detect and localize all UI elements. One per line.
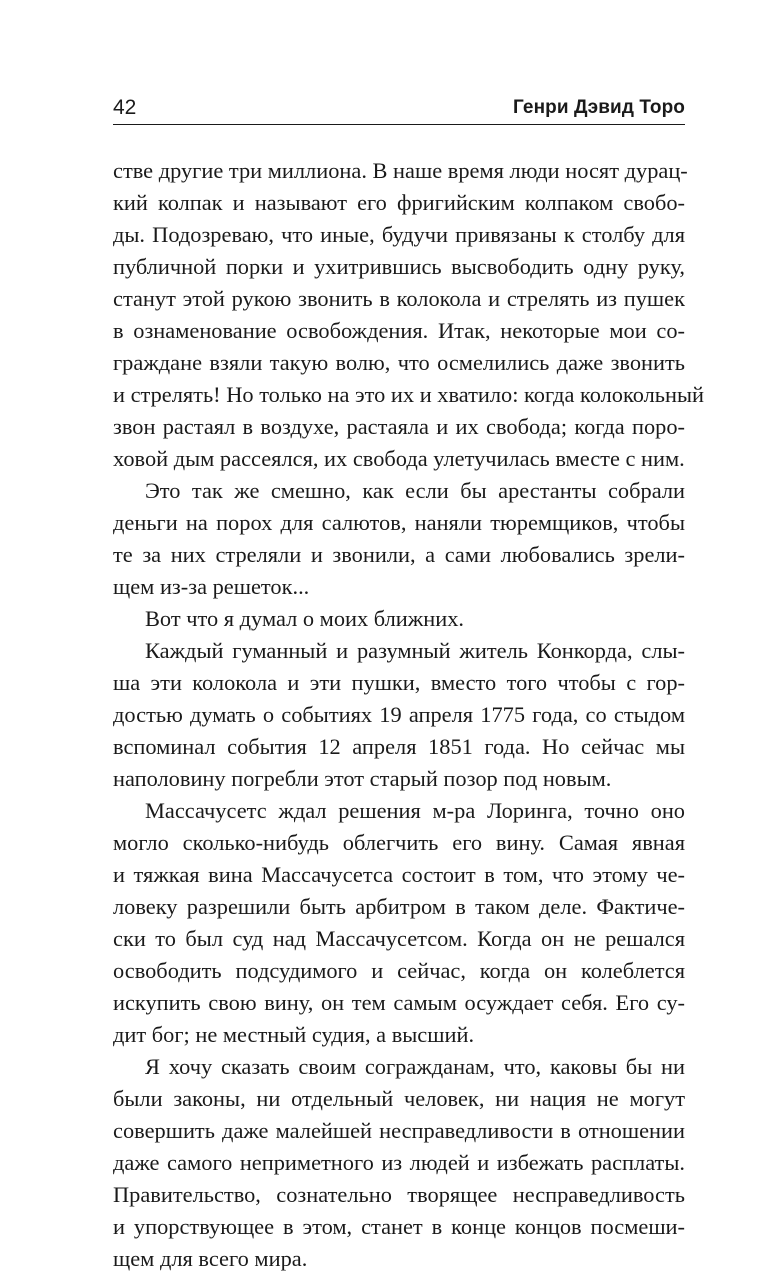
text-line: наполовину погребли этот старый позор под новым. (113, 766, 612, 791)
text-line: Массачусетс ждал решения м-ра Лоринга, точно оно (145, 798, 685, 823)
text-line: ды. Подозреваю, что иные, будучи привязаны к столбу для (113, 222, 685, 247)
body-text (113, 155, 705, 1275)
text-line: Я хочу сказать своим согражданам, что, каковы бы ни (145, 1054, 685, 1079)
text-line: даже самого неприметного из людей и избежать расплаты. (113, 1150, 685, 1175)
text-line: Каждый гуманный и разумный житель Конкорда, слы- (145, 638, 685, 663)
text-line: кий колпак и называют его фригийским колпаком свобо- (113, 190, 685, 215)
text-line: деньги на порох для салютов, наняли тюремщиков, чтобы (113, 510, 685, 535)
text-line: освободить подсудимого и сейчас, когда он колеблется (113, 958, 685, 983)
text-line: Вот что я думал о моих ближних. (145, 606, 465, 631)
text-line: совершить даже малейшей несправедливости в отношении (113, 1118, 685, 1143)
text-line: станут этой рукою звонить в колокола и стрелять из пушек (113, 286, 685, 311)
text-line: и стрелять! Но только на это их и хватило: когда колокольный (113, 382, 705, 407)
text-line: ховой дым рассеялся, их свобода улетучилась вместе с ним. (113, 446, 685, 471)
page-number: 42 (113, 96, 137, 119)
text-line: достью думать о событиях 19 апреля 1775 года, со стыдом (113, 702, 685, 727)
text-line: искупить свою вину, он тем самым осуждает себя. Его су- (113, 990, 685, 1015)
text-line: те за них стреляли и звонили, а сами любовались зрели- (113, 542, 685, 567)
text-line: звон растаял в воздухе, растаяла и их свобода; когда поро- (113, 414, 685, 439)
text-line: щем для всего мира. (113, 1246, 308, 1271)
text-line: щем из-за решеток... (113, 574, 310, 599)
running-head (113, 94, 685, 125)
text-line: в ознаменование освобождения. Итак, некоторые мои со- (113, 318, 685, 343)
text-line: дит бог; не местный судия, а высший. (113, 1022, 475, 1047)
text-line: стве другие три миллиона. В наше время люди носят дурац- (113, 158, 688, 183)
text-line: вспоминал события 12 апреля 1851 года. Но сейчас мы (113, 734, 685, 759)
text-line: и тяжкая вина Массачусетса состоит в том, что этому че- (113, 862, 685, 887)
text-line: ловеку разрешили быть арбитром в таком деле. Фактиче- (113, 894, 685, 919)
text-line: Правительство, сознательно творящее несправедливость (113, 1182, 685, 1207)
text-line: Это так же смешно, как если бы арестанты собрали (145, 478, 685, 503)
text-line: публичной порки и ухитрившись высвободить одну руку, (113, 254, 685, 279)
text-line: были законы, ни отдельный человек, ни нация не могут (113, 1086, 685, 1111)
running-head-author: Генри Дэвид Торо (513, 97, 685, 118)
text-line: граждане взяли такую волю, что осмелились даже звонить (113, 350, 685, 375)
text-line: ша эти колокола и эти пушки, вместо того чтобы с гор- (113, 670, 685, 695)
text-line: могло сколько-нибудь облегчить его вину. Самая явная (113, 830, 685, 855)
text-line: и упорствующее в этом, станет в конце концов посмеши- (113, 1214, 685, 1239)
text-line: ски то был суд над Массачусетсом. Когда он не решался (113, 926, 685, 951)
